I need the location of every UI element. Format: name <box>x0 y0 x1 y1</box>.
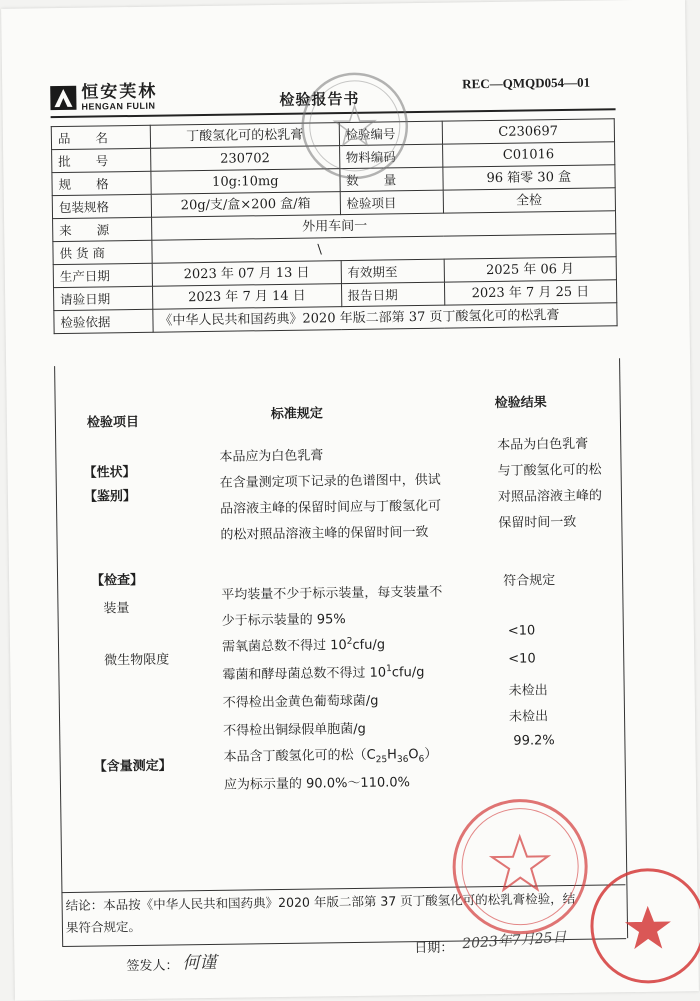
issuer-label: 签发人： <box>126 958 179 975</box>
spec-label: 规 格 <box>52 171 151 195</box>
basis-label: 检验依据 <box>54 309 153 333</box>
document-code: REC—QMQD054—01 <box>462 74 591 92</box>
assay-standard-1: 本品含丁酸氢化可的松$(C_{25}H_{36}O_6)$ <box>223 746 438 766</box>
mfg-date-value: 2023 年 07 月 13 日 <box>152 261 341 287</box>
report-page <box>1 0 699 1001</box>
identification-standard-2: 品溶液主峰的保留时间应与丁酸氢化可 <box>220 498 442 517</box>
document-title: 检验报告书 <box>279 89 360 109</box>
quantity-value: 96 箱零 30 盒 <box>442 165 615 190</box>
package-label: 包装规格 <box>52 194 151 218</box>
report-no-label: 检验编号 <box>339 121 442 145</box>
package-value: 20g/支/盒×200 盒/箱 <box>151 192 340 218</box>
assay-standard-2: 应为标示量的 90.0%～110.0% <box>223 775 411 793</box>
report-no-value: C230697 <box>442 119 615 144</box>
identification-standard-3: 的松对照品溶液主峰的保留时间一致 <box>220 524 429 543</box>
issuer-signature: 何谨 <box>182 952 217 974</box>
logo-icon <box>50 86 76 110</box>
micro-standard-4: 不得检出铜绿假单胞菌/g <box>223 721 366 739</box>
assay-heading: 【含量测定】 <box>93 758 172 775</box>
micro-standard-1: 需氧菌总数不得过 $10^2cfu/g$ <box>221 636 386 655</box>
source-value: 外用车间一 <box>152 211 616 240</box>
identification-result-3: 保留时间一致 <box>498 514 577 531</box>
assay-result: 99.2% <box>513 733 555 749</box>
product-value: 丁酸氢化可的松乳膏 <box>150 123 339 149</box>
basis-value: 《中华人民共和国药典》2020 年版二部第 37 页丁酸氢化可的松乳膏 <box>153 303 617 332</box>
col-result-header: 检验结果 <box>494 395 547 411</box>
fill-result: 符合规定 <box>503 573 556 589</box>
micro-standard-2: 霉菌和酵母菌总数不得过 $10^1cfu/g$ <box>222 664 425 683</box>
expiry-label: 有效期至 <box>341 259 444 283</box>
material-value: C01016 <box>442 142 615 167</box>
micro-result-3: 未检出 <box>508 683 548 699</box>
batch-value: 230702 <box>151 146 340 172</box>
identification-result-2: 对照品溶液主峰的 <box>497 488 603 505</box>
conclusion-line-1: 结论：本品按《中华人民共和国药典》2020 年版二部第 37 页丁酸氢化可的松乳膏检验，结 <box>65 890 576 914</box>
request-date-value: 2023 年 7 月 14 日 <box>152 284 341 310</box>
company-logo <box>50 83 157 112</box>
appearance-result: 本品为白色乳膏 <box>497 436 589 453</box>
mfg-date-label: 生产日期 <box>53 263 152 287</box>
spec-value: 10g:10mg <box>151 169 340 195</box>
fill-standard-1: 平均装量不少于标示装量，每支装量不 <box>221 584 443 603</box>
micro-result-2: <10 <box>508 651 536 667</box>
supplier-label: 供 货 商 <box>53 240 152 264</box>
handwritten-date: 2023年7月25日 <box>461 929 567 953</box>
source-label: 来 源 <box>53 217 152 241</box>
identification-result-1: 与丁酸氢化可的松 <box>497 462 602 479</box>
company-name-en: HENGAN FULIN <box>81 100 156 112</box>
fill-standard-2: 少于标示装量的 95% <box>221 612 346 629</box>
appearance-heading: 【性状】 <box>83 464 136 481</box>
report-date-label: 报告日期 <box>341 282 444 306</box>
micro-label: 微生物限度 <box>104 652 170 669</box>
expiry-value: 2025 年 06 月 <box>444 257 617 282</box>
company-name-cn: 恒安芙林 <box>81 81 158 103</box>
item-value: 全检 <box>443 188 616 213</box>
identification-standard-1: 在含量测定项下记录的色谱图中，供试 <box>219 472 441 491</box>
identification-heading: 【鉴别】 <box>83 488 137 505</box>
item-label: 检验项目 <box>340 190 443 214</box>
product-label: 品 名 <box>51 125 150 149</box>
request-date-label: 请验日期 <box>54 286 153 310</box>
col-item-header: 检验项目 <box>86 414 140 431</box>
micro-result-4: 未检出 <box>508 709 549 725</box>
report-date-value: 2023 年 7 月 25 日 <box>444 280 617 305</box>
check-heading: 【检查】 <box>91 572 144 589</box>
appearance-standard: 本品应为白色乳膏 <box>219 448 324 465</box>
info-table <box>51 118 618 334</box>
conclusion-line-2: 果符合规定。 <box>65 918 142 936</box>
quantity-label: 数 量 <box>339 167 442 191</box>
col-standard-header: 标准规定 <box>270 406 323 423</box>
batch-label: 批 号 <box>52 148 151 172</box>
date-label: 日期： <box>414 940 454 957</box>
fill-label: 装量 <box>103 601 130 617</box>
micro-standard-3: 不得检出金黄色葡萄球菌/g <box>222 693 379 711</box>
material-label: 物料编码 <box>339 144 442 168</box>
micro-result-1: <10 <box>507 623 536 639</box>
supplier-value: \ <box>152 234 616 263</box>
